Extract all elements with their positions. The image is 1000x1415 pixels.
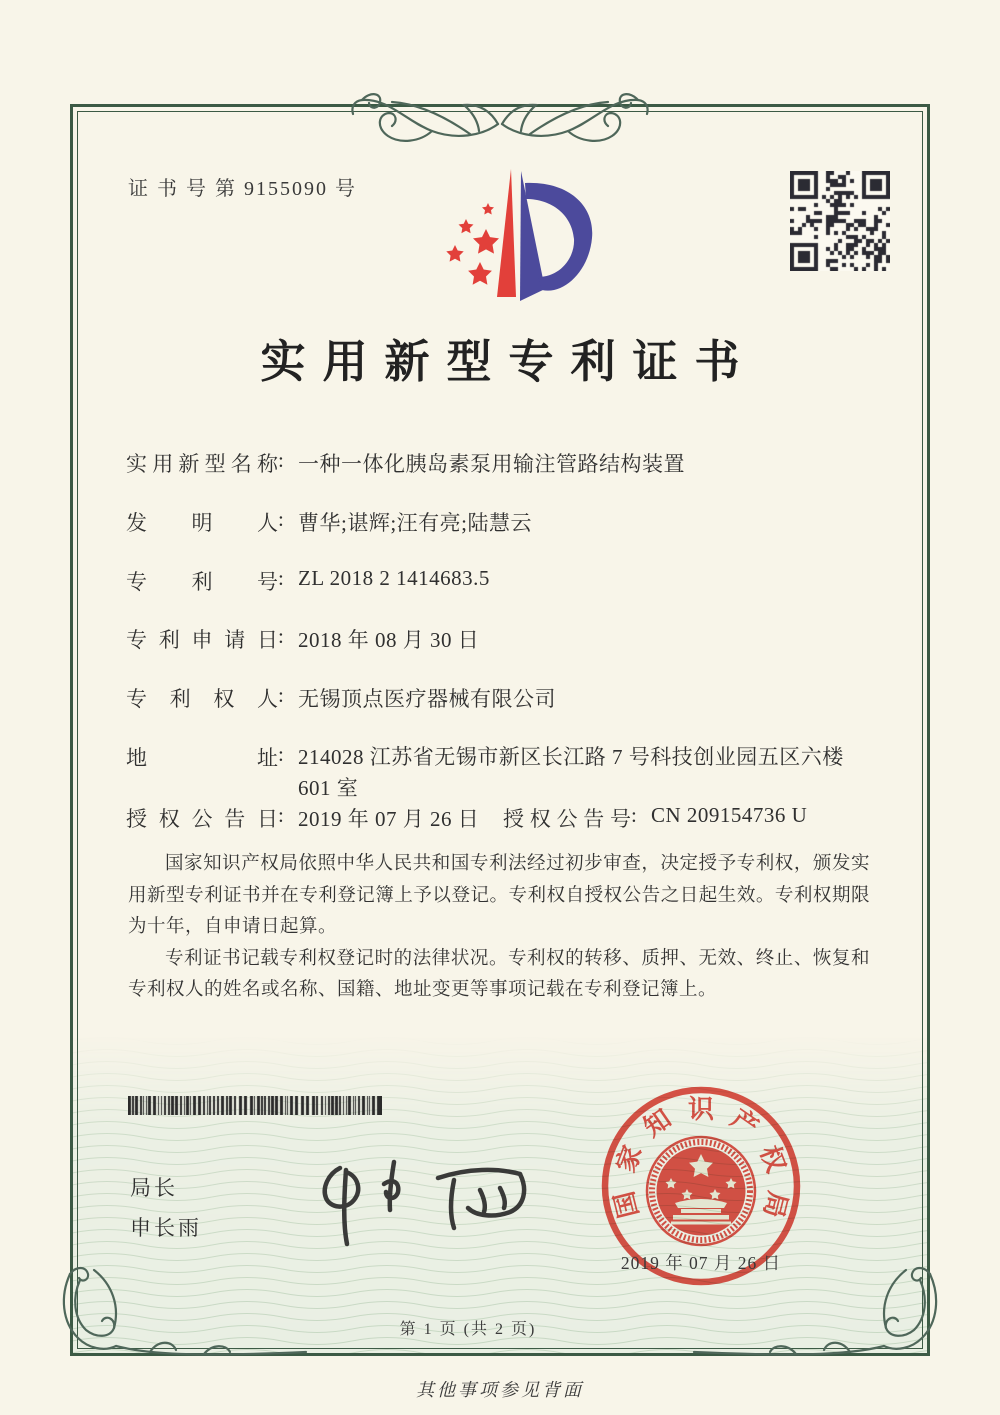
field-label: 发明人 [126,511,278,535]
certificate-number: 证 书 号 第 9155090 号 [128,178,357,200]
field-value: ZL 2018 2 1414683.5 [298,566,490,590]
field-label: 授权公告号 [503,807,631,831]
field-value: 一种一体化胰岛素泵用输注管路结构装置 [298,452,685,476]
field-row-patentee [126,683,556,713]
field-pair-grant-no [503,803,808,833]
field-colon: : [278,566,284,590]
cnipa-logo-icon [418,155,593,307]
svg-text:产: 产 [725,1103,764,1143]
field-row-filing-date [126,624,479,654]
svg-text:权: 权 [754,1141,791,1177]
field-row-inventors [126,507,532,537]
field-value: 2018 年 08 月 30 日 [298,628,480,652]
field-colon: : [278,803,284,827]
field-row-address [126,742,858,804]
field-value: CN 209154736 U [651,803,808,827]
field-label: 专利权人 [126,687,278,711]
address-line-2: 601 室 [298,776,359,800]
page-number: 第 1 页 (共 2 页) [399,1321,537,1338]
svg-text:国: 国 [609,1188,644,1221]
legal-paragraph-1: 国家知识产权局依照中华人民共和国专利法经过初步审查，决定授予专利权，颁发实用新型专利证书并在专利登记簿上予以登记。专利权自授权公告之日起生效。专利权期限为十年，自申请日起算。 [128,854,870,937]
legal-text [128,849,870,1007]
field-value: 曹华;谌辉;汪有亮;陆慧云 [298,511,533,535]
top-border-flourish-icon [350,82,650,152]
svg-text:知: 知 [638,1103,677,1143]
legal-paragraph-2: 专利证书记载专利权登记时的法律状况。专利权的转移、质押、无效、终止、恢复和专利权人的姓名或名称、国籍、地址变更等事项记载在专利登记簿上。 [128,948,870,1000]
back-side-note: 其他事项参见背面 [416,1380,584,1400]
field-label: 专利申请日 [126,628,278,652]
field-colon: : [278,448,284,472]
svg-text:局: 局 [758,1188,793,1221]
certificate-title: 实用新型专利证书 [260,337,757,387]
field-colon: : [278,742,284,766]
seal-date: 2019 年 07 月 26 日 [620,1253,782,1273]
field-row-grant [126,803,808,833]
address-line-1: 214028 江苏省无锡市新区长江路 7 号科技创业园五区六楼 [298,745,844,769]
barcode [128,1096,382,1115]
svg-text:识: 识 [687,1095,715,1124]
field-label: 实用新型名称 [126,452,278,476]
signer-name: 申长雨 [130,1216,202,1240]
field-label: 地址 [126,746,278,770]
field-row-patent-no [126,566,490,596]
field-row-name [126,448,685,478]
field-colon: : [631,803,637,827]
field-label: 专利号 [126,570,278,594]
qr-code [790,171,890,271]
commissioner-signature [288,1140,538,1252]
field-value: 2019 年 07 月 26 日 [298,807,480,831]
svg-text:家: 家 [611,1141,648,1177]
field-colon: : [278,683,284,707]
bottom-left-flourish-icon [54,1264,326,1361]
signer-title: 局长 [130,1176,178,1200]
field-label: 授权公告日 [126,807,278,831]
field-value: 无锡顶点医疗器械有限公司 [298,687,556,711]
field-colon: : [278,624,284,648]
field-colon: : [278,507,284,531]
